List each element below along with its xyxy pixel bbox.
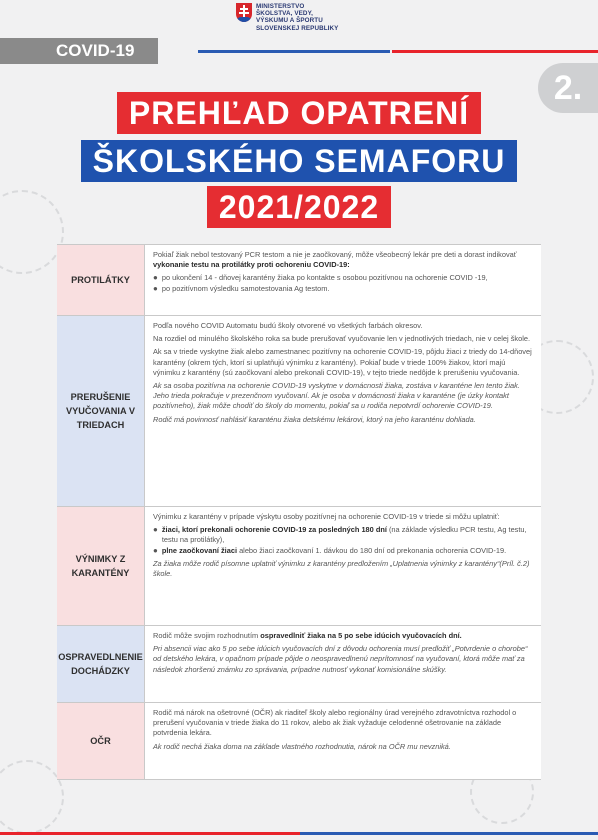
row-label: VÝNIMKY Z KARANTÉNY (57, 507, 144, 625)
row-label: PROTILÁTKY (57, 245, 144, 315)
title-text: ŠKOLSKÉHO SEMAFORU (81, 140, 518, 182)
list-item: ● plne zaočkovaní žiaci alebo žiaci zaočkovaní 1. dávkou do 180 dní od prekonania ochorenia COVID-19. (153, 545, 507, 555)
text: Za žiaka môže rodič písomne uplatniť výnimku z karantény predložením „Uplatnenia výnimky z karantény“(Príl. č.2) škole. (153, 558, 530, 579)
ministry-line: ŠKOLSTVA, VEDY, (256, 10, 314, 18)
row-content (144, 507, 541, 625)
text: Rodič má povinnosť nahlásiť karanténu žiaka detskému lekárovi, ktorý na jeho karanténu dohliada. (153, 414, 476, 424)
text: (na základe výsledku PCR testu, Ag testu, testu na protilátky), (161, 525, 527, 545)
covid-tag: COVID-19 (0, 38, 158, 64)
table-row-protilatky (57, 245, 541, 316)
text-bold: vykonanie testu na protilátky proti ochoreniu COVID-19: (153, 260, 350, 270)
text-bold: ospravedlniť žiaka na 5 po sebe idúcich vyučovacích dní. (260, 631, 462, 640)
text: Na rozdiel od minulého školského roka sa bude prerušovať vyučovanie len v jednotlivých triedach, nie v celej škole. (153, 334, 531, 344)
header-stripe-blue (198, 50, 390, 53)
title-text: 2021/2022 (207, 186, 391, 228)
text: Podľa nového COVID Automatu budú školy otvorené vo všetkých farbách okresov. (153, 321, 423, 330)
page-number-badge: 2. (538, 63, 598, 113)
footer-stripe-red (0, 832, 300, 835)
slovak-crest-icon (236, 3, 252, 23)
row-content (144, 703, 541, 779)
row-content (144, 626, 541, 702)
row-content (144, 316, 541, 506)
table-row-ospravedlnenie (57, 626, 541, 703)
measures-table (57, 244, 541, 780)
title-line-3 (0, 186, 598, 228)
ministry-line: MINISTERSTVO (256, 3, 305, 10)
row-label: OČR (57, 703, 144, 779)
ministry-logo (236, 3, 338, 32)
text: alebo žiaci zaočkovaní 1. dávkou do 180 dní od prekonania ochorenia COVID-19. (237, 545, 507, 555)
text: Rodič môže svojim rozhodnutím (153, 631, 261, 640)
text: po pozitívnom výsledku samotestovania Ag testom. (161, 283, 330, 293)
ministry-line: VÝSKUMU A ŠPORTU (256, 17, 323, 25)
footer-stripe-blue (300, 832, 598, 835)
table-row-prerusenie (57, 316, 541, 507)
header-stripe-red (392, 50, 598, 53)
text: Ak sa osoba pozitívna na ochorenie COVID-19 vyskytne v domácnosti žiaka, zostáva v karanténe len tento žiak. Jeho trieda pokračuje v prezenčnom vyučovaní. Ak je osoba v domácnosti žiaka v karanténe (je úzky kontakt pozitívneho), žiak môže chodiť do školy do momentu, pokiaľ sa u rodiča nepotvrdí ochorenie COVID-19. (153, 381, 520, 411)
table-row-vynimky (57, 507, 541, 626)
text: Pokiaľ žiak nebol testovaný PCR testom a nie je zaočkovaný, môže všeobecný lekár pre deti a dorast indikovať (153, 250, 517, 259)
list-item: ● žiaci, ktorí prekonali ochorenie COVID-19 za posledných 180 dní (na základe výsledku PCR testu, Ag testu, testu na protilátky), (153, 525, 527, 545)
list-item: ● po ukončení 14 - dňovej karantény žiaka po kontakte s osobou pozitívnou na ochorenie COVID -19, (153, 273, 488, 283)
text: Pri absencii viac ako 5 po sebe idúcich vyučovacích dní z dôvodu ochorenia musí predložiť „Potvrdenie o chorobe“ od detského lekára, v opačnom prípade pôjde o neospravedlnenú neprítomnosť na vyučovaní, ktorá môže mať za následok zhoršenú známku zo správania, prípadne nutnosť vykonať komisionálne skúšky. (153, 644, 528, 674)
title-text: PREHĽAD OPATRENÍ (117, 92, 481, 134)
virus-icon (0, 760, 64, 834)
ministry-name (256, 3, 338, 32)
text: po ukončení 14 - dňovej karantény žiaka po kontakte s osobou pozitívnou na ochorenie COVID -19, (161, 273, 488, 283)
text: Rodič má nárok na ošetrovné (OČR) ak riaditeľ školy alebo regionálny úrad verejného zdravotníctva rozhodol o prerušení vyučovania v triede žiaka do 11 rokov, alebo ak žiak vyžaduje celodenné ošetrovanie na základe potvrdenia lekára. (153, 708, 517, 738)
text-bold: plne zaočkovaní žiaci (161, 545, 238, 555)
text: Ak rodič nechá žiaka doma na základe vlastného rozhodnutia, nárok na OČR mu nevzniká. (153, 741, 451, 751)
text: Ak sa v triede vyskytne žiak alebo zamestnanec pozitívny na ochorenie COVID-19, pôjdu žiaci z triedy do 14-dňovej karantény (okrem tých, ktorí si uplatňujú výnimku z karantény). Pokiaľ bude v triede 100% žiakov, ktorí majú výnimku z karantény (sú zaočkovaní alebo prekonali COVID-19), v tejto triede nedôjde k prerušeniu vyučovania. (153, 347, 532, 377)
ministry-line: SLOVENSKEJ REPUBLIKY (256, 24, 339, 32)
list-item: ● po pozitívnom výsledku samotestovania Ag testom. (153, 283, 330, 293)
text: Výnimku z karantény v prípade výskytu osoby pozitívnej na ochorenie COVID-19 v triede si môžu uplatniť: (153, 512, 500, 521)
row-label: OSPRAVEDLNENIE DOCHÁDZKY (57, 626, 144, 702)
row-content (144, 245, 541, 315)
title-line-2 (0, 140, 598, 182)
table-row-ocr (57, 703, 541, 780)
title-line-1 (0, 92, 598, 134)
text-bold: žiaci, ktorí prekonali ochorenie COVID-19 za posledných 180 dní (161, 525, 387, 535)
row-label: PRERUŠENIE VYUČOVANIA V TRIEDACH (57, 316, 144, 506)
